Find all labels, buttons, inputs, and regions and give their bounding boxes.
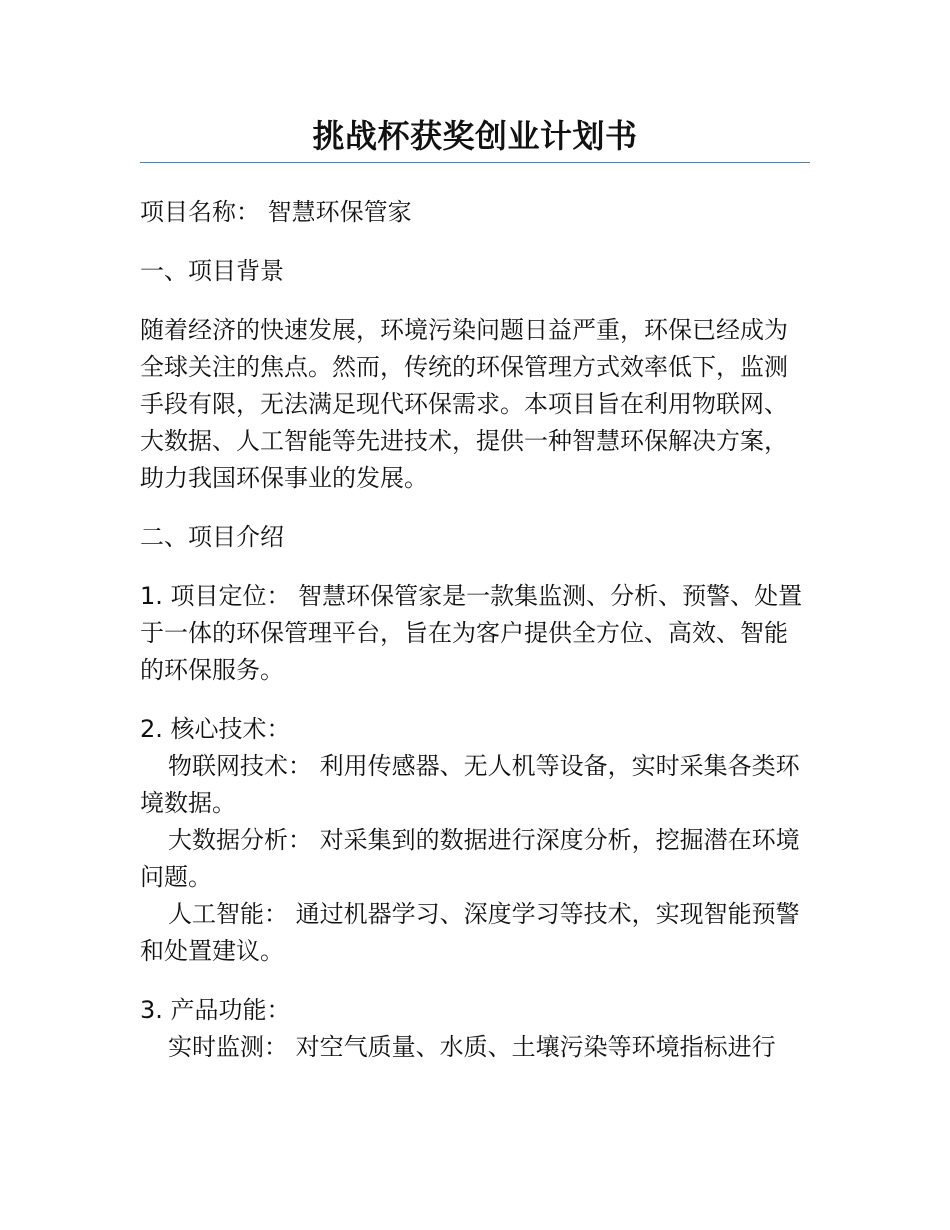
project-name: 项目名称： 智慧环保管家 bbox=[140, 198, 412, 226]
section-heading-background: 一、项目背景 bbox=[140, 257, 284, 285]
background-paragraph: 随着经济的快速发展，环境污染问题日益严重，环保已经成为全球关注的焦点。然而，传统的环保管理方式效率低下，监测手段有限，无法满足现代环保需求。本项目旨在利用物联网、大数据、人工智能等先进技术，提供一种智慧环保解决方案，助力我国环保事业的发展。 bbox=[140, 316, 788, 492]
iot-technology: 物联网技术： 利用传感器、无人机等设备，实时采集各类环境数据。 bbox=[140, 752, 800, 817]
document-title: 挑战杯获奖创业计划书 bbox=[312, 117, 638, 155]
real-time-monitoring: 实时监测： 对空气质量、水质、土壤污染等环境指标进行 bbox=[168, 1033, 776, 1061]
project-positioning: 1. 项目定位： 智慧环保管家是一款集监测、分析、预警、处置于一体的环保管理平台，旨在为客户提供全方位、高效、智能的环保服务。 bbox=[140, 582, 803, 684]
artificial-intelligence: 人工智能： 通过机器学习、深度学习等技术，实现智能预警和处置建议。 bbox=[140, 900, 800, 965]
core-technology-heading: 2. 核心技术： bbox=[140, 715, 291, 743]
document-body bbox=[140, 194, 810, 1066]
big-data-analysis: 大数据分析： 对采集到的数据进行深度分析，挖掘潜在环境问题。 bbox=[140, 826, 800, 891]
product-features-heading: 3. 产品功能： bbox=[140, 996, 291, 1024]
title-underline bbox=[140, 162, 810, 163]
section-heading-introduction: 二、项目介绍 bbox=[140, 523, 284, 551]
